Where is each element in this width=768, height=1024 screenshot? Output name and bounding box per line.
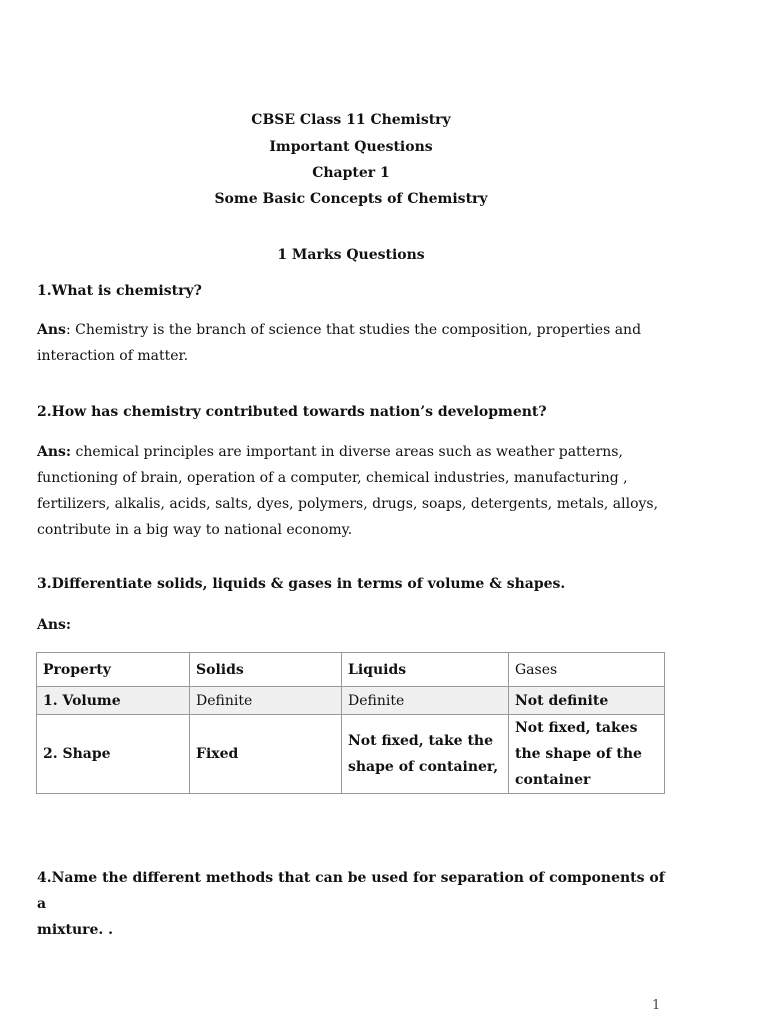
question-2: 2.How has chemistry contributed towards nation’s development?	[37, 404, 547, 420]
question-text: 4.Name the different methods that can be used for separation of components of a	[37, 870, 665, 912]
table-header-cell: Property	[37, 653, 190, 687]
page-number: 1	[652, 998, 661, 1013]
doc-title: CBSE Class 11 Chemistry	[251, 112, 451, 128]
chapter-label: Chapter 1	[312, 165, 390, 181]
question-3: 3.Differentiate solids, liquids & gases in terms of volume & shapes.	[37, 576, 566, 592]
answer-text: fertilizers, alkalis, acids, salts, dyes, polymers, drugs, soaps, detergents, metals, alloys,	[37, 496, 659, 512]
table-row	[37, 715, 665, 794]
table-cell: Definite	[190, 687, 342, 715]
table-cell: Not definite	[509, 687, 665, 715]
doc-subtitle: Important Questions	[269, 139, 433, 155]
table-header-cell: Gases	[509, 653, 665, 687]
answer-3-label: Ans:	[37, 617, 72, 633]
table-cell: 1. Volume	[37, 687, 190, 715]
answer-text: chemical principles are important in diverse areas such as weather patterns,	[71, 444, 623, 460]
answer-1	[37, 317, 677, 369]
table-row	[37, 687, 665, 715]
answer-text: functioning of brain, operation of a computer, chemical industries, manufacturing ,	[37, 470, 628, 486]
table-header-cell: Solids	[190, 653, 342, 687]
table-cell: Not fixed, take the shape of container,	[342, 715, 509, 794]
question-1: 1.What is chemistry?	[37, 283, 202, 299]
answer-label: Ans	[37, 322, 66, 338]
table-cell: Fixed	[190, 715, 342, 794]
table-cell: Not fixed, takes the shape of the container	[509, 715, 665, 794]
question-text: mixture. .	[37, 922, 114, 938]
chapter-title: Some Basic Concepts of Chemistry	[214, 191, 488, 207]
comparison-table	[36, 652, 665, 794]
question-4	[37, 865, 677, 943]
table-header-row	[37, 653, 665, 687]
answer-text: : Chemistry is the branch of science that studies the composition, properties and	[65, 322, 642, 338]
table-cell: 2. Shape	[37, 715, 190, 794]
table-cell: Definite	[342, 687, 509, 715]
answer-label: Ans:	[37, 444, 72, 460]
answer-text: interaction of matter.	[37, 348, 189, 364]
section-title: 1 Marks Questions	[277, 247, 425, 263]
answer-text: contribute in a big way to national economy.	[37, 522, 353, 538]
answer-2	[37, 439, 677, 543]
table-header-cell: Liquids	[342, 653, 509, 687]
